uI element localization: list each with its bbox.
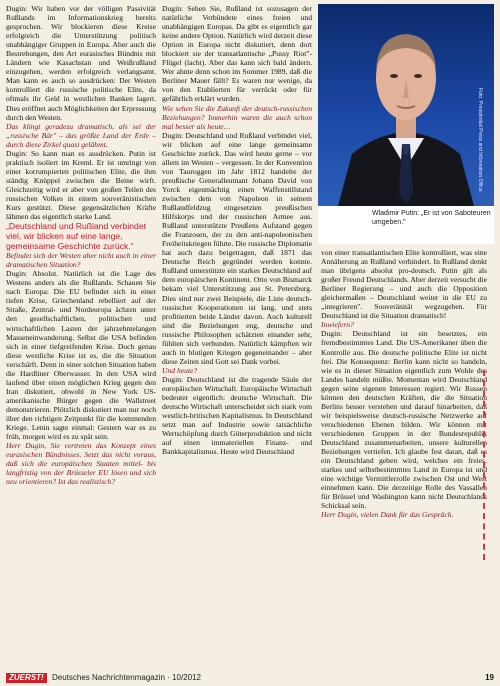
pull-quote: „ Deutschland und Rußland verbindet viel, wir blicken auf eine lange, gemeinsame Geschichte zurück. “ — [6, 221, 156, 251]
question-paragraph: Herr Dugin, Sie vertreten das Konzept eines eurasischen Bündnisses. Setzt das nicht voraus, daß sich die europäischen Staaten mittel- bis langfristig von der Brüsseler EU lösen und sich neu orientieren? Ist das realistisch? — [6, 441, 156, 487]
margin-mark — [483, 370, 488, 560]
question-paragraph: Das klingt geradezu dramatisch, als sei der „russische Bär" – das größte Land der Erde – durch diese Zirkel quasi gelähmt. — [6, 121, 156, 149]
answer-paragraph: Dugin: Deutschland ist die tragende Säule der europäischen Wirtschaft. Europäische Wirtschaft bedeutet eigentlich: deutsche Wirtschaft. Die deutsche Wirtschaft unterscheidet sich stark vom westlich-britischen Kapitalismus. In Deutschland setzt man auf Industrie sowie tatsächliche Wertschöpfung durch Güterproduktion und nicht auf einen immateriellen Finanz- und Bankkapitalismus. Heute wird Deutschland — [162, 374, 312, 457]
portrait-illustration — [318, 4, 494, 206]
photo-caption: Wladimir Putin: „Er ist von Saboteuren umgeben." — [372, 210, 491, 226]
answer-paragraph: Dugin: Deutschland und Rußland verbindet viel, wir blicken auf eine lange gemeinsame Geschichte zurück. Das wird heute gerne – vor allem im Westen – vergessen. In der Konvention von Tauroggen im Jahr 1812 handelte der preußische Generalleutnant Johann David von Yorck eigenmächtig einen Waffenstillstand zwischen dem von Napoleon in seinem Rußlandfeldzug eingesetzten preußischen Hilfskorps und der russischen Armee aus. Rußland unterstützte Preußens Aufstand gegen die Franzosen, der zu den anti-napoleonischen Freiheitskriegen führte. Die russische Diplomatie hat auch dazu beigetragen, daß 1871 das Deutsche Reich gegründet werden konnte. Rußland unterstützte ein starkes Deutschland auf dem europäischen Kontinent. Otto von Bismarck bekam viel Unterstützung aus St. Petersburg. Dies sind nur zwei Beispiele, die Liste deutsch-russischer Kooperationen ist lang, und stets profitierten beide Länder davon. Auch kulturell sind die Beziehungen eng, deutsche und russische Philosophen schätzten einander sehr, fühlten sich verbunden. Natürlich kämpften wir auch in blutigen Kriegen gegeneinander – aber diese Zeiten sind Gott sei Dank vorbei. — [162, 130, 312, 366]
answer-paragraph: Dugin: Wir haben vor der völligen Passivität Rußlands im Informationskrieg bereits gesprochen. Wir blockieren diese Kreise erfolgreich die Unterstützung politisch unabhängiger Gruppen in Europa. Aber auch die Bestrebungen, den Art eurasisches Bündnis mit Ländern wie Kasachstan und Weißrußland einzugehen, werden erfolgreich verlangsamt. Man kann es auch so ausdrücken: Der Westen kontrolliert die russische politische Elite, da oftmals ihr Geld in westlichen Banken lagert. Dies eröffnet auch Möglichkeiten der Erpressung durch den Westen. — [6, 4, 156, 122]
question-paragraph: Und heute? — [162, 365, 198, 375]
answer-paragraph: Dugin: Sehen Sie, Rußland ist sozusagen der natürliche Verbündete eines freien und unabhängigen Europas. Da gibt es eigentlich gar keine andere Option. Natürlich wird derzeit diese Option in Europa nicht diskutiert, denn dort blockiert sie der transatlantische „Pussy Riot"-Flügel (lacht). Aber das kann sich bald ändern. Wer ahnte denn schon im Sommer 1989, daß die Berliner Mauer fällt? Es waren nur wenige, da von den Etablierten für verrückt oder für gefährlich erklärt wurden. — [162, 4, 312, 104]
magazine-logo: ZUERST! — [6, 673, 47, 683]
question-paragraph: Wie sehen Sie die Zukunft der deutsch-russischen Beziehungen? Immerhin waren die auch schon mal besser als heute… — [162, 103, 312, 131]
column-middle — [162, 4, 312, 668]
column-right — [321, 248, 487, 668]
question-paragraph: Herr Dugin, vielen Dank für das Gespräch. — [321, 510, 454, 520]
answer-paragraph: von einer transatlantischen Elite kontrolliert, was eine Annäherung an Rußland verhindert. In Rußland denkt man übrigens absolut pro-deutsch. Putin gilt als großer Freund Deutschlands. Aber derzeit versucht die Berliner Regierung – und auch die Opposition gleichermaßen – Deutschland weiter in die EU zu „integrieren". Souveränität wegzugeben. Für Deutschland ist die Situation dramatisch! — [321, 248, 487, 321]
answer-paragraph: Dugin: Absolut. Natürlich ist die Lage des Westens anders als die Rußlands. Schauen Sie nach Europa: Die EU befindet sich in einer tiefen Krise, Griechenland rebelliert auf der Straße, Zentral- und Nordeuropa ächzen unter den gesellschaftlichen, politischen und wirtschaftlichen Lasten der jahrzehntelangen Masseneinwanderung. Selbst die USA befinden sich in einer tiefgreifenden Krise. Doch genau diese westliche Krise ist es, die die Situation verschärft. Denn in einer solchen Situation haben die Hardliner Oberwasser. In den USA wird laufend über einen möglichen Krieg gegen den Iran diskutiert, obwohl in New York US-amerikanische Bürger gegen die Wallstreet demonstrieren. Plötzlich diskutiert man nur noch über den richtigen Zeitpunkt für die kommenden Kriege. Lenin sagte einmal: Gestern war es zu früh, morgen wird es zu spät sein. — [6, 269, 156, 442]
photo-credit: Foto: Presidential Press and Information Office — [477, 88, 483, 192]
answer-paragraph: Dugin: Deutschland ist ein besetztes, ein fremdbestimmtes Land. Die US-Amerikaner üben die Kontrolle aus. Die deutsche politische Elite ist nicht frei. Die Konsequenz: Berlin kann nicht so handeln, wie es in dieser Situation eigentlich zum Wohle des Landes handeln müßte. Momentan wird Deutschland gegen seine eigenen Interessen regiert. Wir Russen können den deutschen Kräften, die die Situation Berlins besser verstehen und darauf hinarbeiten, daß wir beispielsweise deutsch-russische Netzwerke auf verschiedenen Ebenen bilden. Wir können mit verschiedenen Gruppen in der Bundesrepublik Deutschland zusammenarbeiten, unsere kulturellen Beziehungen vertiefen. Ich glaube fest daran, daß es ein Deutschland geben wird, welches ein freies, starkes und selbstbestimmtes Land in Europa ist und eine wichtige Vermittlerrolle zwischen Ost und West einnehmen kann. Die derzeitige Rolle des Vassallen für Brüssel und Washington kann nicht Deutschlands Schicksal sein. — [321, 329, 487, 511]
question-paragraph: Inwiefern? — [321, 320, 354, 330]
page-number: 19 — [485, 673, 494, 682]
putin-portrait-photo — [318, 4, 494, 206]
question-paragraph: Befindet sich der Westen aber nicht auch in einer dramatischen Situation? — [6, 251, 156, 270]
magazine-issue: Deutsches Nachrichtenmagazin · 10/2012 — [52, 673, 201, 682]
column-left — [6, 4, 156, 668]
page-footer — [6, 672, 494, 684]
answer-paragraph: Dugin: So kann man es ausdrücken. Putin ist praktisch isoliert im Kreml. Er ist umringt von einer korrumpierten politischen Elite, die ihm ständig Knüppel zwischen die Beine wirft. Gleichzeitig wird er aber von großen Teilen des russischen Volkes in einem souveränistischen Kurs gestützt. Diese gegensätzlichen Kräfte lähmen das eigentlich starke Land. — [6, 148, 156, 222]
